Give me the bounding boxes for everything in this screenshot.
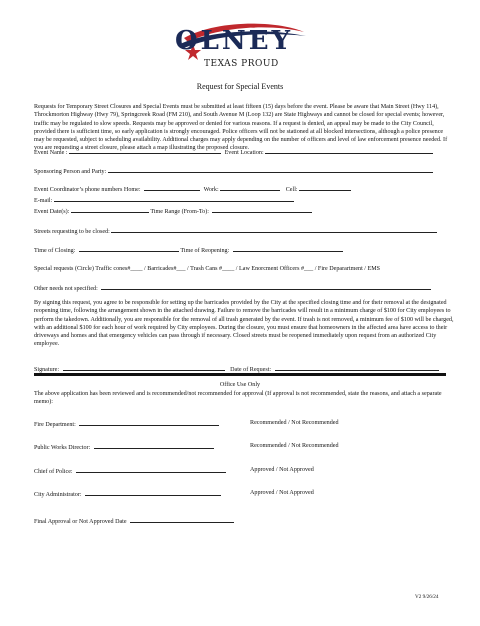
event-location-input[interactable]: [265, 147, 433, 154]
page-title: Request for Special Events: [196, 82, 284, 91]
logo-wordmark: OLNEY: [175, 26, 294, 56]
event-dates-input[interactable]: [71, 206, 149, 213]
review-label: City Administrator:: [34, 492, 82, 498]
event-name-input[interactable]: [69, 147, 221, 154]
sponsoring-input[interactable]: [108, 166, 433, 173]
review-status[interactable]: Approved / Not Approved: [250, 467, 314, 473]
time-reopening-label: Time of Reopening:: [180, 248, 230, 254]
final-approval-row: [34, 516, 234, 526]
office-use-heading: Office Use Only: [219, 382, 261, 388]
review-row-public-works: [34, 442, 214, 452]
review-label: Chief of Police:: [34, 469, 73, 475]
coord-home-label: Event Coordinator’s phone numbers Home:: [34, 187, 141, 193]
email-row: [34, 195, 294, 205]
final-approval-input[interactable]: [130, 516, 234, 523]
logo-tagline: TEXAS PROUD: [204, 59, 279, 69]
special-requests-row[interactable]: [34, 265, 380, 273]
coord-work-input[interactable]: [220, 184, 280, 191]
review-row-fire: [34, 419, 219, 429]
review-signature-input[interactable]: [94, 442, 214, 449]
time-closing-label: Time of Closing:: [34, 248, 76, 254]
time-range-label: Time Range (From-To):: [150, 209, 209, 215]
coord-cell-label: Cell:: [285, 187, 298, 193]
coord-home-input[interactable]: [144, 184, 200, 191]
final-approval-label: Final Approval or Not Approved Date: [34, 519, 127, 525]
other-needs-row: [34, 283, 431, 293]
review-row-police: [34, 466, 226, 476]
other-needs-input[interactable]: [101, 283, 431, 290]
sponsoring-label: Sponsoring Person and Party:: [34, 169, 107, 175]
date-request-input[interactable]: [275, 364, 439, 371]
coordinator-row: [34, 184, 351, 194]
streets-closed-label: Streets requesting to be closed:: [34, 229, 110, 235]
agreement-paragraph: By signing this request, you agree to be responsible for setting up the barricades provided by the City at the specified closing time and for their removal at the designated reopening time, following the arrangement shown in the attached drawing. Failure to remove the barricades will result in a minimum charge of $100 for City employees to perform the takedown. Additionally, you are responsible for the removal of all trash generated by the event. If trash is not removed, a minimum fee of $100 will be charged, with an additional $100 for each hour of work required by City employees. During the closure, you must ensure that homeowners in the affected area have access to their driveways and homes and that emergency vehicles can pass through if necessary. Closed streets must be reopened immediately upon request from an authorized City employee.: [34, 300, 454, 348]
office-use-note: The above application has been reviewed and is recommended/not recommended for approval (If approval is not recommended, state the reasons, and attach a separate memo):: [34, 391, 442, 406]
time-closing-input[interactable]: [79, 245, 179, 252]
review-signature-input[interactable]: [76, 466, 226, 473]
event-name-label: Event Name :: [34, 150, 68, 156]
review-row-administrator: [34, 489, 221, 499]
time-reopening-input[interactable]: [233, 245, 343, 252]
review-status[interactable]: Recommended / Not Recommended: [250, 443, 339, 449]
section-divider: [34, 373, 446, 376]
signature-label: Signature:: [34, 367, 60, 373]
date-request-label: Date of Request:: [230, 367, 272, 373]
signature-input[interactable]: [63, 364, 225, 371]
review-signature-input[interactable]: [85, 489, 221, 496]
review-status[interactable]: Approved / Not Approved: [250, 490, 314, 496]
email-input[interactable]: [54, 195, 294, 202]
time-range-input[interactable]: [212, 206, 312, 213]
closing-row: [34, 245, 343, 255]
other-needs-label: Other needs not specified:: [34, 286, 98, 292]
sponsoring-row: [34, 166, 433, 176]
review-signature-input[interactable]: [79, 419, 219, 426]
review-label: Public Works Director:: [34, 445, 91, 451]
dates-row: [34, 206, 312, 216]
event-location-label: Event Location:: [224, 150, 264, 156]
streets-closed-input[interactable]: [111, 226, 437, 233]
intro-paragraph: Requests for Temporary Street Closures and Special Events must be submitted at least fifteen (15) days before the event. Please be aware that Main Street (Hwy 114), Throckmorton Highway (Hwy 79), Springcreek Road (FM 210), and South Avenue M (Loop 132) are State Highways and cannot be closed for special events; however, traffic may be regulated to slow speeds. Requests may be approved or denied for various reasons. If a request is denied, an appeal may be made to the City Council, provided there is sufficient time, so early application is strongly encouraged. Police officers will not be stationed at all blocked intersections, although a police presence may be requested, subject to scheduling availability. Additional charges may apply depending on the number of officers and level of law enforcement presence needed. If you are requesting a street closure, please attach a map illustrating the proposed closure.: [34, 104, 448, 152]
special-requests-label: Special requests (Circle) Traffic cones#____ / Barricades#___ / Trash Cans #____ / Law Enorcment Officers #___ / Fire Deparartment / EMS: [34, 266, 381, 272]
review-status[interactable]: Recommended / Not Recommended: [250, 420, 339, 426]
version-label: V2 9/26/24: [415, 594, 439, 600]
email-label: E-mail:: [34, 198, 53, 204]
coord-work-label: Work:: [203, 187, 219, 193]
event-name-row: [34, 147, 433, 157]
streets-row: [34, 226, 437, 236]
review-label: Fire Department:: [34, 422, 76, 428]
event-dates-label: Event Date(s):: [34, 209, 70, 215]
coord-cell-input[interactable]: [299, 184, 351, 191]
